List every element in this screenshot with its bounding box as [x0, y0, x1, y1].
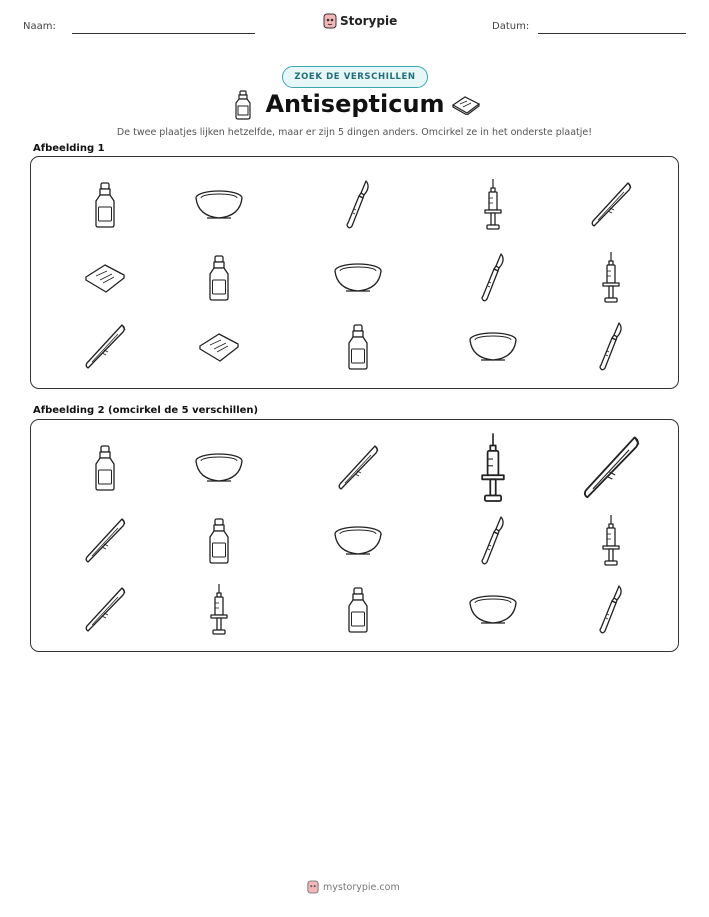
picture-item	[453, 307, 533, 387]
bottle-icon	[206, 517, 232, 565]
scalpel-icon	[344, 179, 372, 231]
picture-item[interactable]	[65, 570, 145, 650]
picture-item[interactable]	[65, 501, 145, 581]
picture-item[interactable]	[179, 570, 259, 650]
syringe-icon	[478, 432, 508, 505]
bowl-icon	[467, 330, 519, 364]
gauze-icon	[197, 331, 241, 363]
picture-item	[65, 165, 145, 245]
picture-item[interactable]	[453, 570, 533, 650]
syringe-icon	[600, 514, 622, 568]
picture-item[interactable]	[318, 570, 398, 650]
worksheet-type-badge: ZOEK DE VERSCHILLEN	[282, 66, 428, 88]
tweezers-icon	[579, 433, 643, 503]
name-line[interactable]	[72, 33, 255, 34]
picture-item[interactable]	[318, 428, 398, 508]
picture-item	[179, 165, 259, 245]
picture-item[interactable]	[571, 501, 651, 581]
picture-item[interactable]	[571, 570, 651, 650]
brand-logo	[323, 13, 397, 29]
picture2-label: Afbeelding 2 (omcirkel de 5 verschillen)	[33, 405, 259, 416]
date-line[interactable]	[538, 33, 686, 34]
picture-item[interactable]	[65, 428, 145, 508]
picture-item	[571, 165, 651, 245]
picture-item	[179, 238, 259, 318]
picture-item[interactable]	[453, 501, 533, 581]
tweezers-icon	[82, 516, 128, 566]
scalpel-icon	[597, 321, 625, 373]
picture1-panel	[30, 156, 679, 389]
date-label: Datum:	[492, 21, 530, 32]
gauze-icon	[451, 95, 481, 115]
instructions: De twee plaatjes lijken hetzelfde, maar er zijn 5 dingen anders. Omcirkel ze in het onderste plaatje!	[116, 127, 593, 138]
picture-item[interactable]	[179, 501, 259, 581]
picture-item	[179, 307, 259, 387]
bottle-icon	[92, 181, 118, 229]
picture-item[interactable]	[318, 501, 398, 581]
bowl-icon	[332, 524, 384, 558]
picture-item	[318, 307, 398, 387]
footer	[307, 880, 400, 894]
picture-item	[318, 165, 398, 245]
picture1-label: Afbeelding 1	[33, 143, 105, 154]
page-title: Antisepticum	[265, 90, 445, 118]
picture-item	[453, 238, 533, 318]
bowl-icon	[467, 593, 519, 627]
bottle-icon	[92, 444, 118, 492]
bottle-icon	[206, 254, 232, 302]
picture-item[interactable]	[179, 428, 259, 508]
picture-item	[318, 238, 398, 318]
name-label: Naam:	[23, 21, 56, 32]
gauze-icon	[83, 262, 127, 294]
scalpel-icon	[479, 515, 507, 567]
syringe-icon	[600, 251, 622, 305]
picture-item	[453, 165, 533, 245]
syringe-icon	[482, 178, 504, 232]
picture2-panel[interactable]	[30, 419, 679, 652]
bottle-icon	[345, 323, 371, 371]
footer-url: mystorypie.com	[323, 881, 400, 893]
syringe-icon	[208, 583, 230, 637]
picture-item[interactable]	[453, 428, 533, 508]
tweezers-icon	[335, 443, 381, 493]
tweezers-icon	[82, 322, 128, 372]
bowl-icon	[193, 451, 245, 485]
brand-name: Storypie	[340, 14, 398, 28]
bowl-icon	[193, 188, 245, 222]
picture-item[interactable]	[571, 428, 651, 508]
tweezers-icon	[82, 585, 128, 635]
bottle-icon	[234, 90, 252, 120]
picture-item	[65, 238, 145, 318]
scalpel-icon	[479, 252, 507, 304]
picture-item	[571, 307, 651, 387]
picture-item	[65, 307, 145, 387]
picture-item	[571, 238, 651, 318]
scalpel-icon	[597, 584, 625, 636]
bottle-icon	[345, 586, 371, 634]
storypie-mascot-icon	[323, 13, 337, 29]
tweezers-icon	[588, 180, 634, 230]
storypie-mascot-icon	[307, 880, 319, 894]
bowl-icon	[332, 261, 384, 295]
